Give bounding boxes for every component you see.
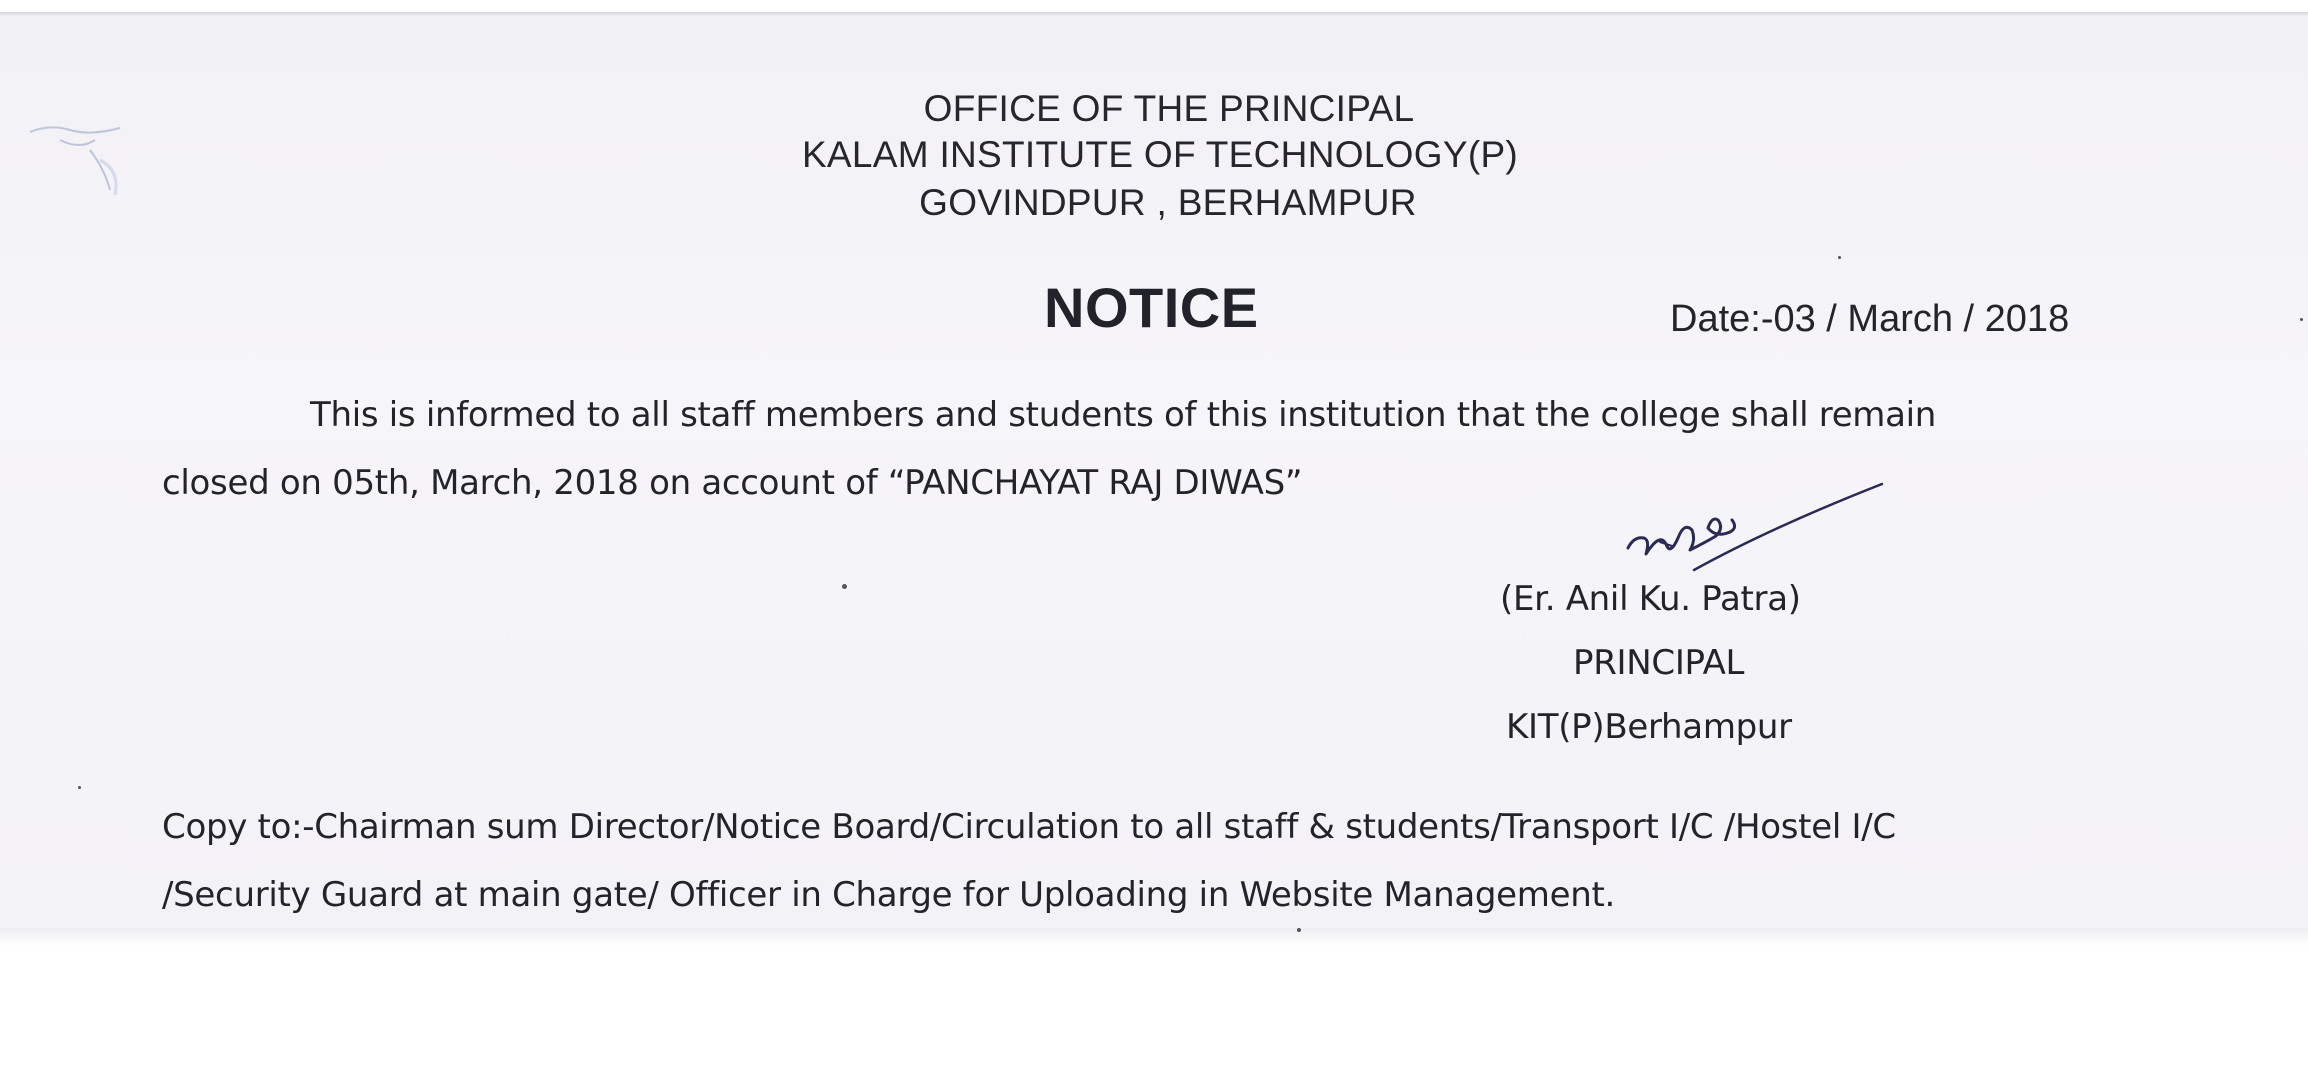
paper-bottom-edge [0,928,2308,946]
notice-date: Date:-03 / March / 2018 [1670,298,2070,340]
scan-speck [1297,928,1301,932]
notice-title: NOTICE [1044,276,1259,339]
letterhead-address: GOVINDPUR , BERHAMPUR [919,182,1417,223]
notice-body-line-2: closed on 05th, March, 2018 on account of “PANCHAYAT RAJ DIWAS” [162,463,1303,503]
paper-top-edge [0,12,2308,16]
scan-speck [842,584,847,589]
letterhead-office: OFFICE OF THE PRINCIPAL [923,88,1415,129]
notice-body-line-1: This is informed to all staff members and students of this institution that the college shall remain [310,395,1937,435]
signatory-organization: KIT(P)Berhampur [1506,707,1792,747]
handwritten-signature [1620,478,1890,578]
scan-speck [2300,318,2303,321]
letterhead-institute: KALAM INSTITUTE OF TECHNOLOGY(P) [801,134,1519,175]
signatory-name: (Er. Anil Ku. Patra) [1500,579,1801,619]
copy-to-line-2: /Security Guard at main gate/ Officer in Charge for Uploading in Website Management. [162,875,1616,915]
scan-speck [1838,256,1841,259]
scan-speck [78,786,81,789]
signatory-title: PRINCIPAL [1573,643,1745,683]
copy-to-line-1: Copy to:-Chairman sum Director/Notice Board/Circulation to all staff & students/Transport I/C /Hostel I/C [162,807,1896,847]
